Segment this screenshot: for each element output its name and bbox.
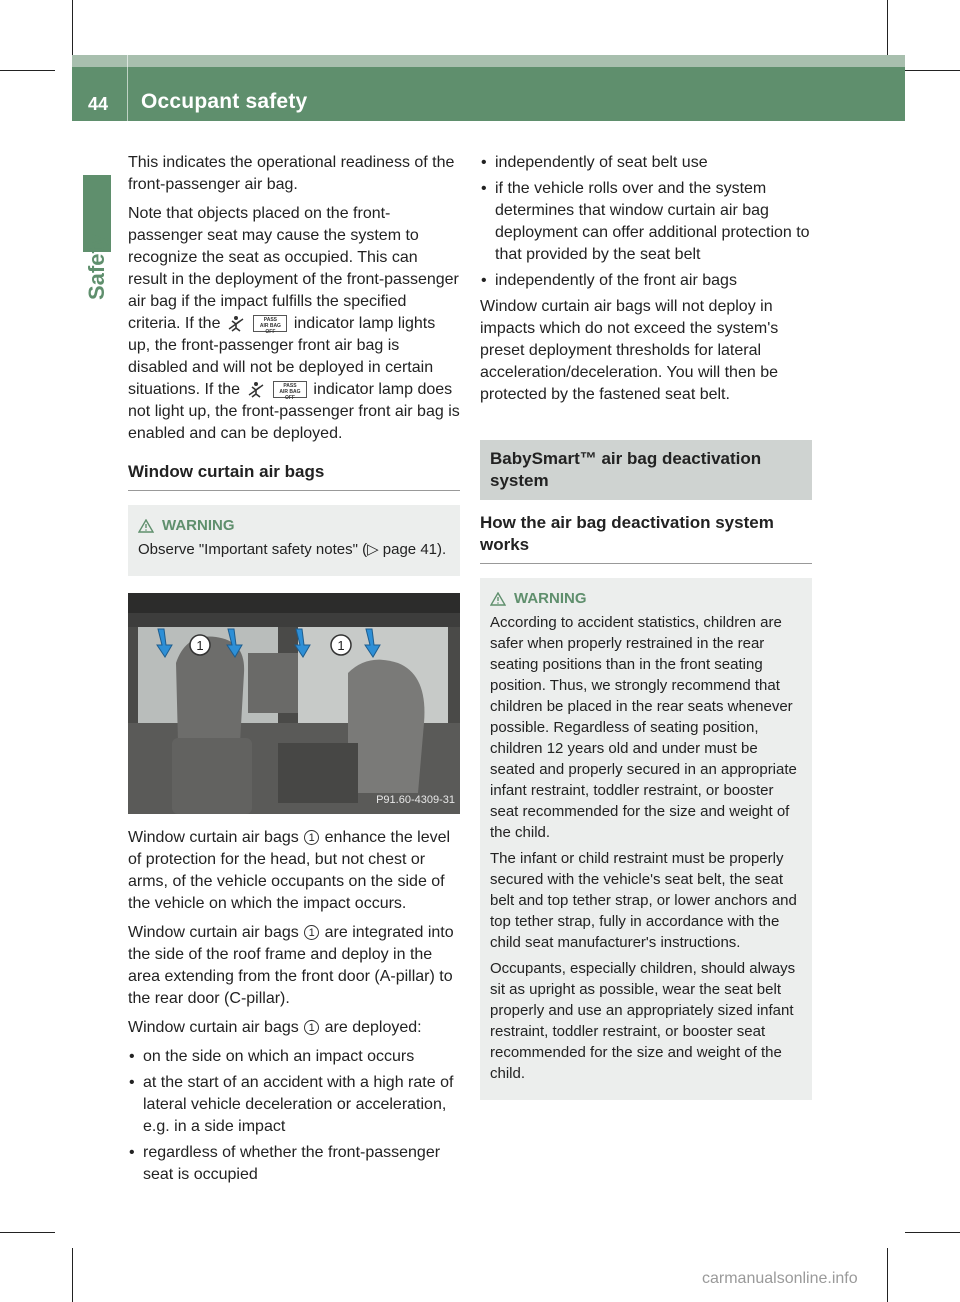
warning-label: WARNING xyxy=(162,517,235,534)
warning-text: According to accident statistics, children are safer when properly restrained in the rear seating positions than in the front seating position. Thus, we strongly recommend that children be placed in the rear seats whenever possible. Regardless of seating position, children 12 years old and under must be seated and properly secured in an appropriate infant restraint, toddler restraint, or booster seat recommended for the size and weight of the child. xyxy=(490,614,797,841)
figure-callout: 1 xyxy=(337,638,345,653)
crop-mark xyxy=(72,1248,73,1302)
paragraph-text: Window curtain air bags xyxy=(128,829,299,846)
left-column xyxy=(128,152,460,1190)
crop-mark xyxy=(0,70,55,71)
list-item: • independently of the front air bags xyxy=(480,270,812,292)
subsection-banner: BabySmart™ air bag deactivation system xyxy=(480,440,812,500)
paragraph xyxy=(128,827,460,915)
indicator-text: AIR BAG OFF xyxy=(259,323,281,336)
crop-mark xyxy=(0,1232,55,1233)
list-item: • regardless of whether the front-passenger seat is occupied xyxy=(128,1142,460,1186)
paragraph-text: are integrated into the side of the roof frame and deploy in the area extending from the front door (A-pillar) to the rear door (C-pillar). xyxy=(128,924,454,1007)
airbag-off-indicator-icon xyxy=(273,381,307,402)
paragraph-text: Note that objects placed on the front-passenger seat may cause the system to recognize the seat as occupied. This can result in the deployment of the front-passenger air bag if the impact fulfills the specified criteria. If the xyxy=(128,205,459,332)
warning-triangle-icon xyxy=(138,519,154,533)
warning-header xyxy=(490,588,802,609)
crop-mark xyxy=(887,1248,888,1302)
header-band-highlight xyxy=(72,55,905,67)
paragraph-text: are deployed: xyxy=(324,1019,422,1036)
callout-ref: 1 xyxy=(304,1020,319,1035)
callout-ref: 1 xyxy=(304,830,319,845)
vehicle-interior-illustration xyxy=(128,593,460,814)
warning-text: The infant or child restraint must be properly secured with the vehicle's seat belt, the seat belt and top tether strap, or lower anchors and top tether strap, fully in accordance with the child seat manufacturer's instructions. xyxy=(490,850,797,951)
list-item: • independently of seat belt use xyxy=(480,152,812,174)
paragraph xyxy=(128,203,460,445)
crop-mark xyxy=(72,0,73,55)
airbag-off-indicator-icon xyxy=(253,315,287,336)
paragraph-text: Window curtain air bags xyxy=(128,1019,299,1036)
paragraph-text: indicator lamp does not light up, the front-passenger front air bag is enabled and can be deployed. xyxy=(128,381,460,442)
section-title: Occupant safety xyxy=(141,90,308,113)
watermark: carmanualsonline.info xyxy=(702,1270,858,1287)
right-column xyxy=(480,152,812,1114)
occupant-seat-icon xyxy=(247,381,265,399)
figure-id: P91.60-4309-31 xyxy=(376,794,455,806)
curtain-airbag-photo xyxy=(128,593,460,814)
figure-callout: 1 xyxy=(196,638,204,653)
list-item: • at the start of an accident with a high rate of lateral vehicle deceleration or acceleration, e.g. in a side impact xyxy=(128,1072,460,1138)
paragraph xyxy=(128,922,460,1010)
warning-text: Occupants, especially children, should always sit as upright as possible, wear the seat belt properly and use an appropriately sized infant restraint, toddler restraint, or booster seat recommended for the size and weight of the child. xyxy=(490,960,796,1082)
warning-box xyxy=(480,578,812,1100)
list-item: • if the vehicle rolls over and the system determines that window curtain air bag deployment can offer additional protection to that provided by the seat belt xyxy=(480,178,812,266)
crop-mark xyxy=(905,1232,960,1233)
indicator-text: PASS xyxy=(283,383,297,390)
paragraph-text: indicator lamp lights up, the front-passenger front air bag is disabled and will not be deployed in certain situations. If the xyxy=(128,315,436,398)
indicator-text: PASS xyxy=(263,317,278,324)
warning-text: Observe "Important safety notes" (▷ page 41). xyxy=(138,541,447,558)
warning-triangle-icon xyxy=(490,592,506,606)
paragraph-text: enhance the level of protection for the head, but not chest or arms, of the vehicle occupants on the side of the vehicle on which the impact occurs. xyxy=(128,829,451,912)
crop-mark xyxy=(905,70,960,71)
paragraph xyxy=(128,1017,460,1039)
paragraph: This indicates the operational readiness of the front-passenger air bag. xyxy=(128,154,455,193)
callout-ref: 1 xyxy=(304,925,319,940)
indicator-text: AIR BAG OFF xyxy=(279,389,301,402)
paragraph-text: Window curtain air bags xyxy=(128,924,299,941)
crop-mark xyxy=(887,0,888,55)
section-heading: Window curtain air bags xyxy=(128,461,460,491)
page-number: 44 xyxy=(88,94,109,114)
warning-header xyxy=(138,515,450,536)
occupant-seat-icon xyxy=(227,315,245,333)
paragraph: Window curtain air bags will not deploy in impacts which do not exceed the system's preset deployment thresholds for lateral acceleration/deceleration. You will then be protected by the fastened seat belt. xyxy=(480,298,779,403)
list-item: • on the side on which an impact occurs xyxy=(128,1046,460,1068)
side-tab-label: Safety xyxy=(84,233,109,300)
section-heading: How the air bag deactivation system works xyxy=(480,512,812,564)
warning-label: WARNING xyxy=(514,590,587,607)
warning-box xyxy=(128,505,460,576)
header-divider xyxy=(127,55,128,121)
